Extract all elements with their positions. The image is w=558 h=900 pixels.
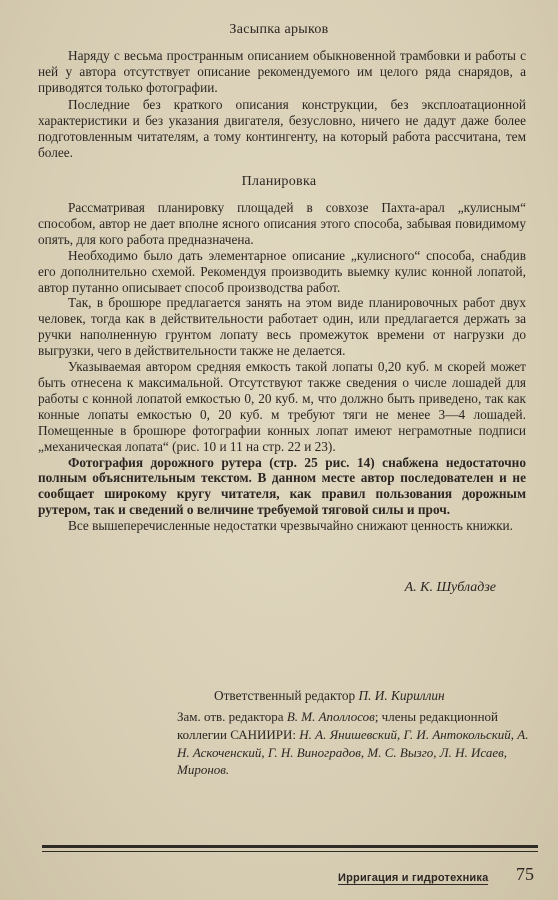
members-label: ; члены редакционной коллегии САНИИРИ:	[177, 709, 498, 742]
section-title-planning: Планировка	[241, 174, 317, 189]
editor-label: Ответственный редактор	[214, 688, 356, 703]
members-names: Н. А. Янишевский, Г. И. Антокольский, А. Н. Аскоченский, Г. Н. Виноградов, М. С. Вызго, Л. Н. Исаев, Миронов.	[177, 726, 529, 778]
paragraph: Фотография дорожного рутера (стр. 25 рис. 14) снабжена недостаточно полным объяснительным текстом. В данном месте автор последователен и не сообщает широкому кругу читателя, как правил пользования дорожным рутером, так и сведений о величине требуемой тяговой силы и проч.	[38, 454, 526, 518]
paragraph: Рассматривая планировку площадей в совхозе Пахта-арал „кулисным“ способом, автор не дает вполне ясного описания этого способа, забывая повидимому опять, для кого работа предназначена.	[38, 200, 526, 247]
deputy-label: Зам. отв. редактора	[177, 709, 284, 724]
editor-name: П. И. Кириллин	[358, 688, 445, 703]
paragraph: Указываемая автором средняя емкость такой лопаты 0,20 куб. м скорей может быть отнесена к максимальной. Отсутствуют также сведения о числе лошадей для работы с конной лопатой емкостью 0, 20 куб. м, что должно быть приведено, так как конные лопаты емкостью 0, 20 куб. м требуют тяги не менее 3—4 лошадей. Помещенные в брошюре фотографии конных лопат имеют неграмотные подписи „механическая лопата“ (рис. 10 и 11 на стр. 22 и 23).	[38, 359, 526, 454]
section-title-backfill: Засыпка арыков	[229, 22, 329, 37]
paragraph: Необходимо было дать элементарное описание „кулисного“ способа, снабдив его дополнительно схемой. Рекомендуя производить выемку кулис конной лопатой, автор путанно описывает способ производства работ.	[38, 247, 526, 295]
journal-title: Ирригация и гидротехника	[338, 872, 489, 884]
page-number: 75	[516, 864, 534, 884]
paragraph: Все вышеперечисленные недостатки чрезвычайно снижают ценность книжки.	[68, 518, 513, 534]
planning-section-body	[38, 200, 526, 534]
paragraph: Так, в брошюре предлагается занять на этом виде планировочных работ двух человек, тогда как в действительности работает один, или предлагается держать за ручки наполненную грунтом лопату весь промежуток времени от нагрузки до выгрузки, чего в действительности также не делается.	[38, 295, 526, 359]
editorial-board	[177, 708, 537, 779]
footer-rule-thin	[42, 851, 538, 852]
author-signature: А. К. Шубладзе	[404, 580, 496, 595]
footer-rule-thick	[42, 845, 538, 848]
editor-credit	[214, 688, 445, 704]
paragraph: Последние без краткого описания конструкции, без эксплоатационной характеристики и без указания двигателя, безусловно, ничего не дадут даже более подготовленным читателям, а тому контингенту, на который работа рассчитана, тем более.	[38, 97, 526, 160]
paragraph: Наряду с весьма пространным описанием обыкновенной трамбовки и работы с ней у автора отсутствует описание рекомендуемого им целого ряда снарядов, а приводятся только фотографии.	[38, 48, 526, 95]
deputy-name: В. М. Аполлосов	[286, 709, 375, 724]
